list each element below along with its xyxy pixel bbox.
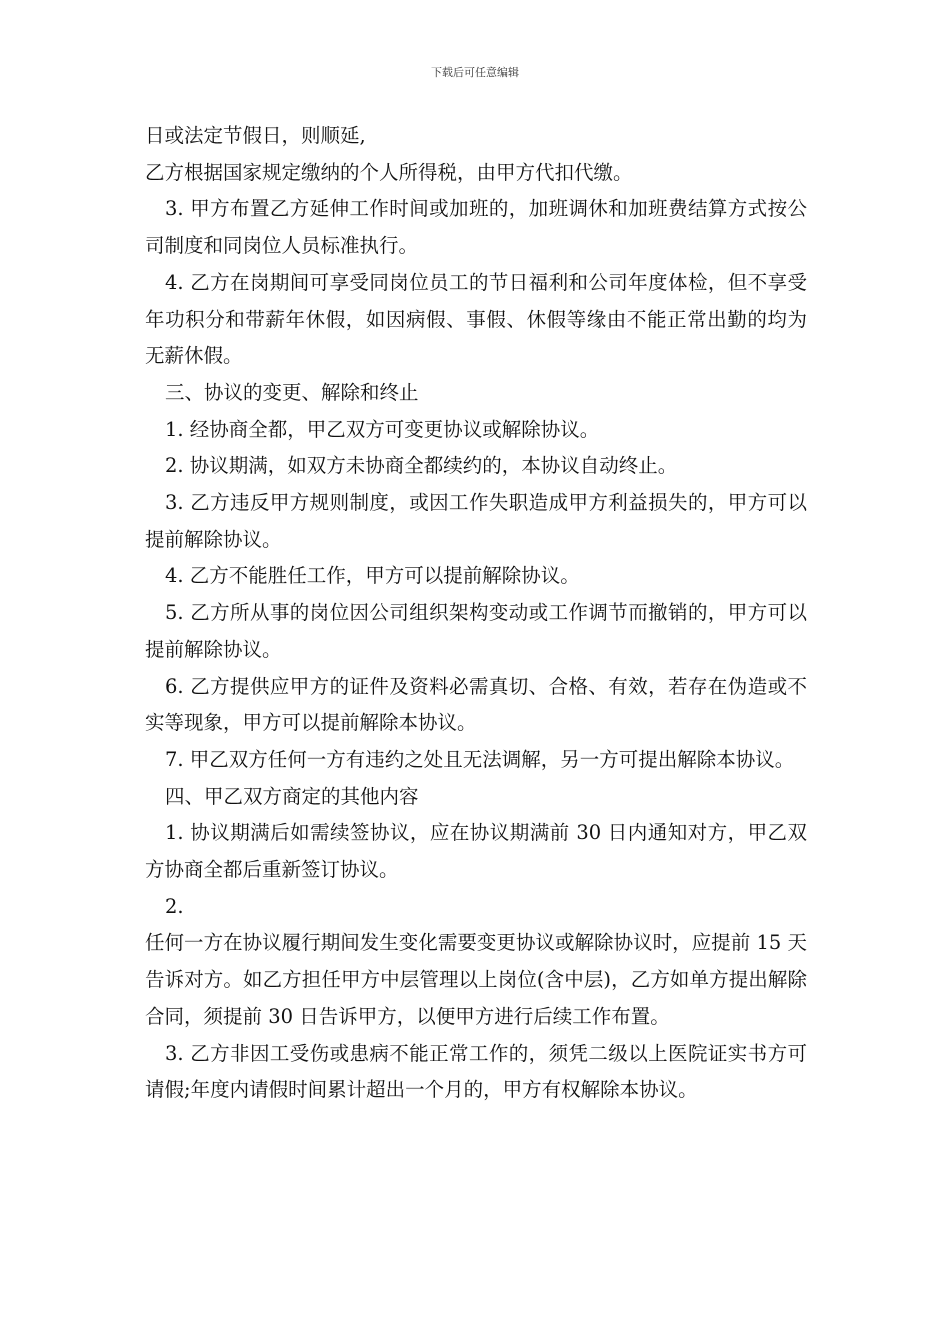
section-heading: 三、协议的变更、解除和终止	[165, 380, 419, 404]
paragraph: 1. 协议期满后如需续签协议，应在协议期满前 30 日内通知对方，甲乙双方协商全都后重新签订协议。	[145, 821, 807, 882]
paragraph: 1. 经协商全都，甲乙双方可变更协议或解除协议。	[165, 417, 600, 441]
document-body	[145, 118, 807, 1109]
paragraph: 4. 乙方不能胜任工作，甲方可以提前解除协议。	[165, 564, 580, 588]
paragraph: 乙方根据国家规定缴纳的个人所得税，由甲方代扣代缴。	[145, 160, 633, 184]
paragraph: 3. 甲方布置乙方延伸工作时间或加班的，加班调休和加班费结算方式按公司制度和同岗位人员标准执行。	[145, 197, 807, 258]
paragraph: 6. 乙方提供应甲方的证件及资料必需真切、合格、有效，若存在伪造或不实等现象，甲方可以提前解除本协议。	[145, 674, 807, 735]
paragraph: 7. 甲乙双方任何一方有违约之处且无法调解，另一方可提出解除本协议。	[165, 747, 795, 771]
paragraph: 3. 乙方违反甲方规则制度，或因工作失职造成甲方利益损失的，甲方可以提前解除协议。	[145, 491, 807, 551]
paragraph: 2.	[165, 894, 184, 918]
paragraph: 任何一方在协议履行期间发生变化需要变更协议或解除协议时，应提前 15 天告诉对方。如乙方担任甲方中层管理以上岗位(含中层)，乙方如单方提出解除合同，须提前 30 日告诉甲方，以便甲方进行后续工作布置。	[145, 931, 807, 1028]
paragraph: 日或法定节假日，则顺延,	[145, 124, 366, 147]
paragraph: 2. 协议期满，如双方未协商全都续约的，本协议自动终止。	[165, 454, 678, 478]
paragraph: 4. 乙方在岗期间可享受同岗位员工的节日福利和公司年度体检，但不享受年功积分和带薪年休假，如因病假、事假、休假等缘由不能正常出勤的均为无薪休假。	[145, 270, 807, 368]
section-heading: 四、甲乙双方商定的其他内容	[165, 784, 419, 808]
paragraph: 3. 乙方非因工受伤或患病不能正常工作的，须凭二级以上医院证实书方可请假;年度内请假时间累计超出一个月的，甲方有权解除本协议。	[145, 1041, 807, 1102]
paragraph: 5. 乙方所从事的岗位因公司组织架构变动或工作调节而撤销的，甲方可以提前解除协议。	[145, 601, 807, 661]
page-header: 下载后可任意编辑	[431, 66, 519, 79]
